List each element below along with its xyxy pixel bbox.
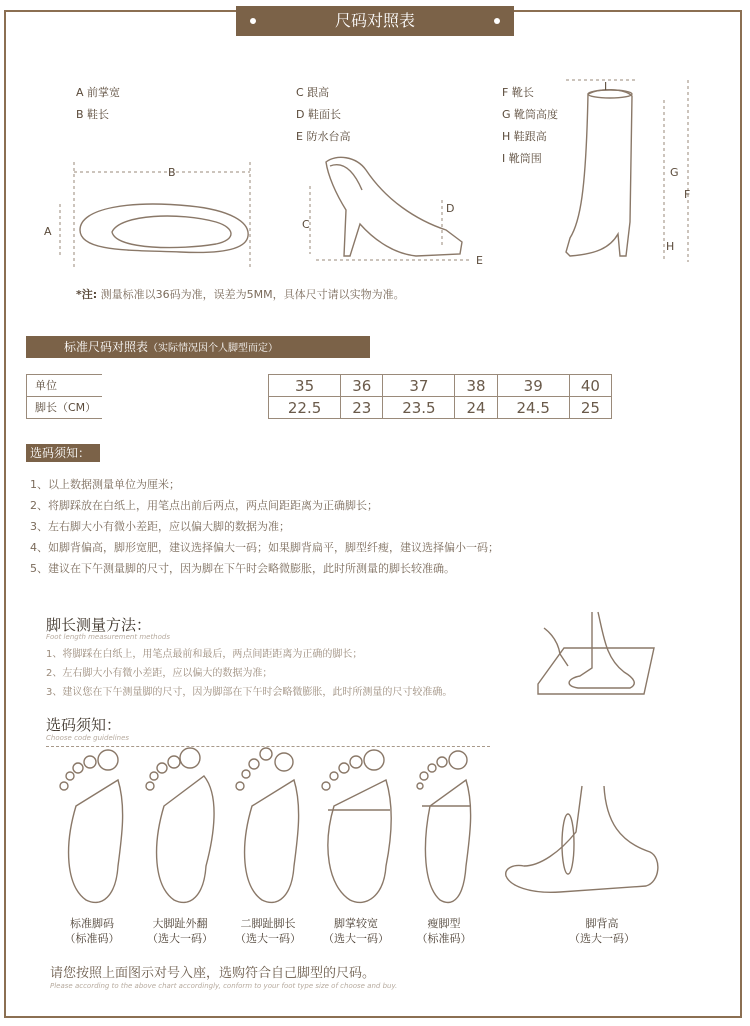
label-a: A 前掌宽 bbox=[76, 86, 121, 99]
size-table-title: 标准尺码对照表 bbox=[64, 340, 149, 354]
foot-types-illustration bbox=[56, 746, 496, 906]
size-cell: 37 bbox=[383, 375, 455, 397]
size-table-row-labels bbox=[26, 374, 102, 418]
size-cell: 38 bbox=[455, 375, 497, 397]
row-label-foot-length: 脚长（CM） bbox=[26, 397, 102, 419]
marker-g: G bbox=[670, 166, 679, 179]
length-cell: 23.5 bbox=[383, 397, 455, 419]
length-cell: 25 bbox=[569, 397, 611, 419]
measure-rule: 2、左右脚大小有微小差距，应以偏大的数据为准； bbox=[46, 668, 273, 679]
size-cell: 39 bbox=[497, 375, 569, 397]
foot-advice: （标准码） bbox=[64, 932, 120, 945]
foot-caption bbox=[408, 916, 480, 946]
size-cell: 40 bbox=[569, 375, 611, 397]
marker-c: C bbox=[302, 218, 310, 231]
size-table-title-bar bbox=[26, 336, 370, 358]
guide-rule: 4、如脚背偏高，脚形宽肥，建议选择偏大一码；如果脚背扁平，脚型纤瘦，建议选择偏小一码； bbox=[30, 541, 499, 554]
foot-bunion bbox=[146, 748, 214, 902]
label-d: D 鞋面长 bbox=[296, 108, 341, 121]
banner-dot-left bbox=[250, 18, 256, 24]
measure-rules bbox=[46, 645, 452, 702]
label-h: H 鞋跟高 bbox=[502, 130, 547, 143]
guide-rule: 2、将脚踩放在白纸上，用笔点出前后两点，两点间距距离为正确脚长； bbox=[30, 499, 378, 512]
foot-advice: （选大一码） bbox=[323, 932, 389, 945]
foot-slim bbox=[417, 751, 471, 902]
guide-tag: 选码须知： bbox=[26, 444, 100, 462]
foot-caption bbox=[566, 916, 638, 946]
foot-caption bbox=[56, 916, 128, 946]
length-cell: 23 bbox=[341, 397, 383, 419]
feet-title: 选码须知： bbox=[46, 716, 122, 734]
marker-a: A bbox=[44, 225, 52, 238]
marker-f: F bbox=[684, 188, 691, 201]
foot-advice: （标准码） bbox=[416, 932, 472, 945]
foot-name: 大脚趾外翻 bbox=[152, 917, 208, 930]
measure-subtitle: Foot length measurement methods bbox=[46, 633, 170, 641]
title-banner bbox=[236, 6, 514, 36]
length-cell: 24 bbox=[455, 397, 497, 419]
foot-name: 标准脚码 bbox=[70, 917, 114, 930]
foot-long-second-toe bbox=[236, 748, 299, 902]
label-g: G 靴筒高度 bbox=[502, 108, 559, 121]
note-star: *注: bbox=[76, 288, 98, 301]
marker-b: B bbox=[168, 166, 176, 179]
label-c: C 跟高 bbox=[296, 86, 330, 99]
foot-measuring-illustration bbox=[534, 608, 674, 696]
marker-e: E bbox=[476, 254, 483, 267]
length-row bbox=[269, 397, 612, 419]
feet-subtitle: Choose code guidelines bbox=[46, 734, 130, 742]
foot-wide bbox=[322, 750, 391, 902]
measure-rule: 3、建议您在下午测量脚的尺寸，因为脚部在下午时会略微膨胀，此时所测量的尺寸较准确。 bbox=[46, 687, 453, 698]
marker-i: I bbox=[604, 80, 608, 93]
label-f: F 靴长 bbox=[502, 86, 534, 99]
banner-dot-right bbox=[494, 18, 500, 24]
foot-name: 二脚趾脚长 bbox=[240, 917, 296, 930]
page-title: 尺码对照表 bbox=[334, 11, 415, 30]
foot-name: 瘦脚型 bbox=[427, 917, 461, 930]
row-label-unit: 单位 bbox=[26, 374, 102, 397]
high-heel-illustration bbox=[296, 150, 496, 268]
flat-shoe-illustration bbox=[40, 160, 260, 270]
marker-h: H bbox=[666, 240, 675, 253]
length-cell: 24.5 bbox=[497, 397, 569, 419]
foot-standard bbox=[60, 750, 123, 902]
foot-advice: （选大一码） bbox=[235, 932, 301, 945]
foot-caption bbox=[232, 916, 304, 946]
guide-rule: 3、左右脚大小有微小差距，应以偏大脚的数据为准； bbox=[30, 520, 290, 533]
measure-rule: 1、将脚踩在白纸上，用笔点最前和最后，两点间距距离为正确的脚长； bbox=[46, 649, 363, 660]
foot-advice: （选大一码） bbox=[147, 932, 213, 945]
guide-rule: 1、以上数据测量单位为厘米； bbox=[30, 478, 180, 491]
size-cell: 35 bbox=[269, 375, 341, 397]
foot-caption bbox=[144, 916, 216, 946]
marker-d: D bbox=[446, 202, 455, 215]
label-b: B 鞋长 bbox=[76, 108, 110, 121]
footer-subtext: Please according to the above chart accordingly, conform to your foot type size of choose and buy. bbox=[50, 982, 398, 990]
size-table-title-note: （实际情况因个人脚型而定） bbox=[148, 343, 279, 354]
size-row bbox=[269, 375, 612, 397]
label-e: E 防水台高 bbox=[296, 130, 351, 143]
foot-name: 脚掌较宽 bbox=[334, 917, 378, 930]
foot-caption bbox=[320, 916, 392, 946]
size-table bbox=[268, 374, 612, 419]
guide-rule: 5、建议在下午测量脚的尺寸，因为脚在下午时会略微膨胀，此时所测量的脚长较准确。 bbox=[30, 562, 455, 575]
note-text: 测量标准以36码为准，误差为5MM，具体尺寸请以实物为准。 bbox=[100, 288, 405, 301]
foot-name: 脚背高 bbox=[585, 917, 619, 930]
measure-title: 脚长测量方法： bbox=[46, 616, 152, 634]
boot-illustration bbox=[560, 72, 700, 272]
label-i: I 靴筒围 bbox=[502, 152, 542, 165]
foot-advice: （选大一码） bbox=[569, 932, 635, 945]
footer-text: 请您按照上面图示对号入座，选购符合自己脚型的尺码。 bbox=[50, 966, 376, 981]
measurement-note bbox=[76, 286, 405, 302]
foot-high-instep-illustration bbox=[500, 782, 670, 902]
size-cell: 36 bbox=[341, 375, 383, 397]
guide-rules bbox=[30, 474, 499, 579]
length-cell: 22.5 bbox=[269, 397, 341, 419]
